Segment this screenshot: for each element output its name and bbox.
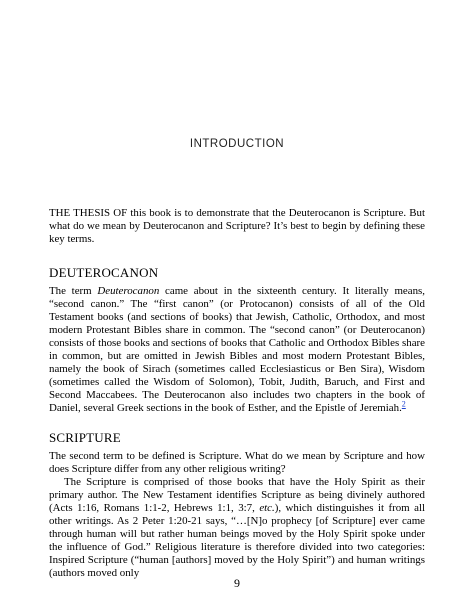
section-deuterocanon [49,265,425,415]
chapter-title: INTRODUCTION [189,138,285,150]
scripture-text-rest: ), which distinguishes it from all other writings. As 2 Peter 1:20-21 says, “…[N]o prophecy [of Scripture] ever came through human will but rather human beings moved by the Holy Spirit spoke under the influence of God.” Religious literature is therefore divided into two categories: Inspired Scripture (“human [authors] moved by the Holy Spirit”) and human writings (authors moved only [49,502,425,580]
scripture-etc: etc. [259,502,275,515]
footnote-link-2[interactable]: 2 [401,399,406,409]
section-heading-scripture: SCRIPTURE [49,430,121,445]
deuterocanon-paragraph [49,285,425,415]
deuterocanon-text-rest: came about in the sixteenth century. It literally means, “second canon.” The “first canon” (or Protocanon) consists of all of the Old Testament books (and sections of books) that Jewish, Catholic, Orthodox, and most modern Protestant Bibles share in common. The “second canon” (or Deuterocanon) consists of those books and sections of books that Catholic and Orthodox Bibles share in common, but are omitted in Jewish Bibles and most modern Protestant Bibles, namely the book of Sirach (sometimes called Ecclesiasticus or Ben Sira), Wisdom (sometimes called the Wisdom of Solomon), Tobit, Judith, Baruch, and First and Second Maccabees. The Deuterocanon also includes two chapters in the book of Daniel, several Greek sections in the book of Esther, and the Epistle of Jeremiah. [49,285,425,415]
section-scripture [49,430,425,580]
intro-block [49,207,425,246]
scripture-text-start: The Scripture is comprised of those books that have the Holy Spirit as their primary author. The New Testament identifies Scripture as being divinely authored (Acts 1:16, Romans 1:1-2, Hebrews 1:1, 3:7, [49,476,425,515]
deuterocanon-text-start: The term [49,285,98,297]
section-heading-deuterocanon: DEUTEROCANON [49,265,159,280]
page-number: 9 [234,576,240,590]
scripture-paragraph-2 [49,476,425,580]
intro-paragraph: THE THESIS OF this book is to demonstrate that the Deuterocanon is Scripture. But what do we mean by Deuterocanon and Scripture? It’s best to begin by defining these key terms. [49,207,425,246]
deuterocanon-term: Deuterocanon [97,285,160,297]
scripture-paragraph-1: The second term to be defined is Scripture. What do we mean by Scripture and how does Scripture differ from any other religious writing? [49,450,425,476]
